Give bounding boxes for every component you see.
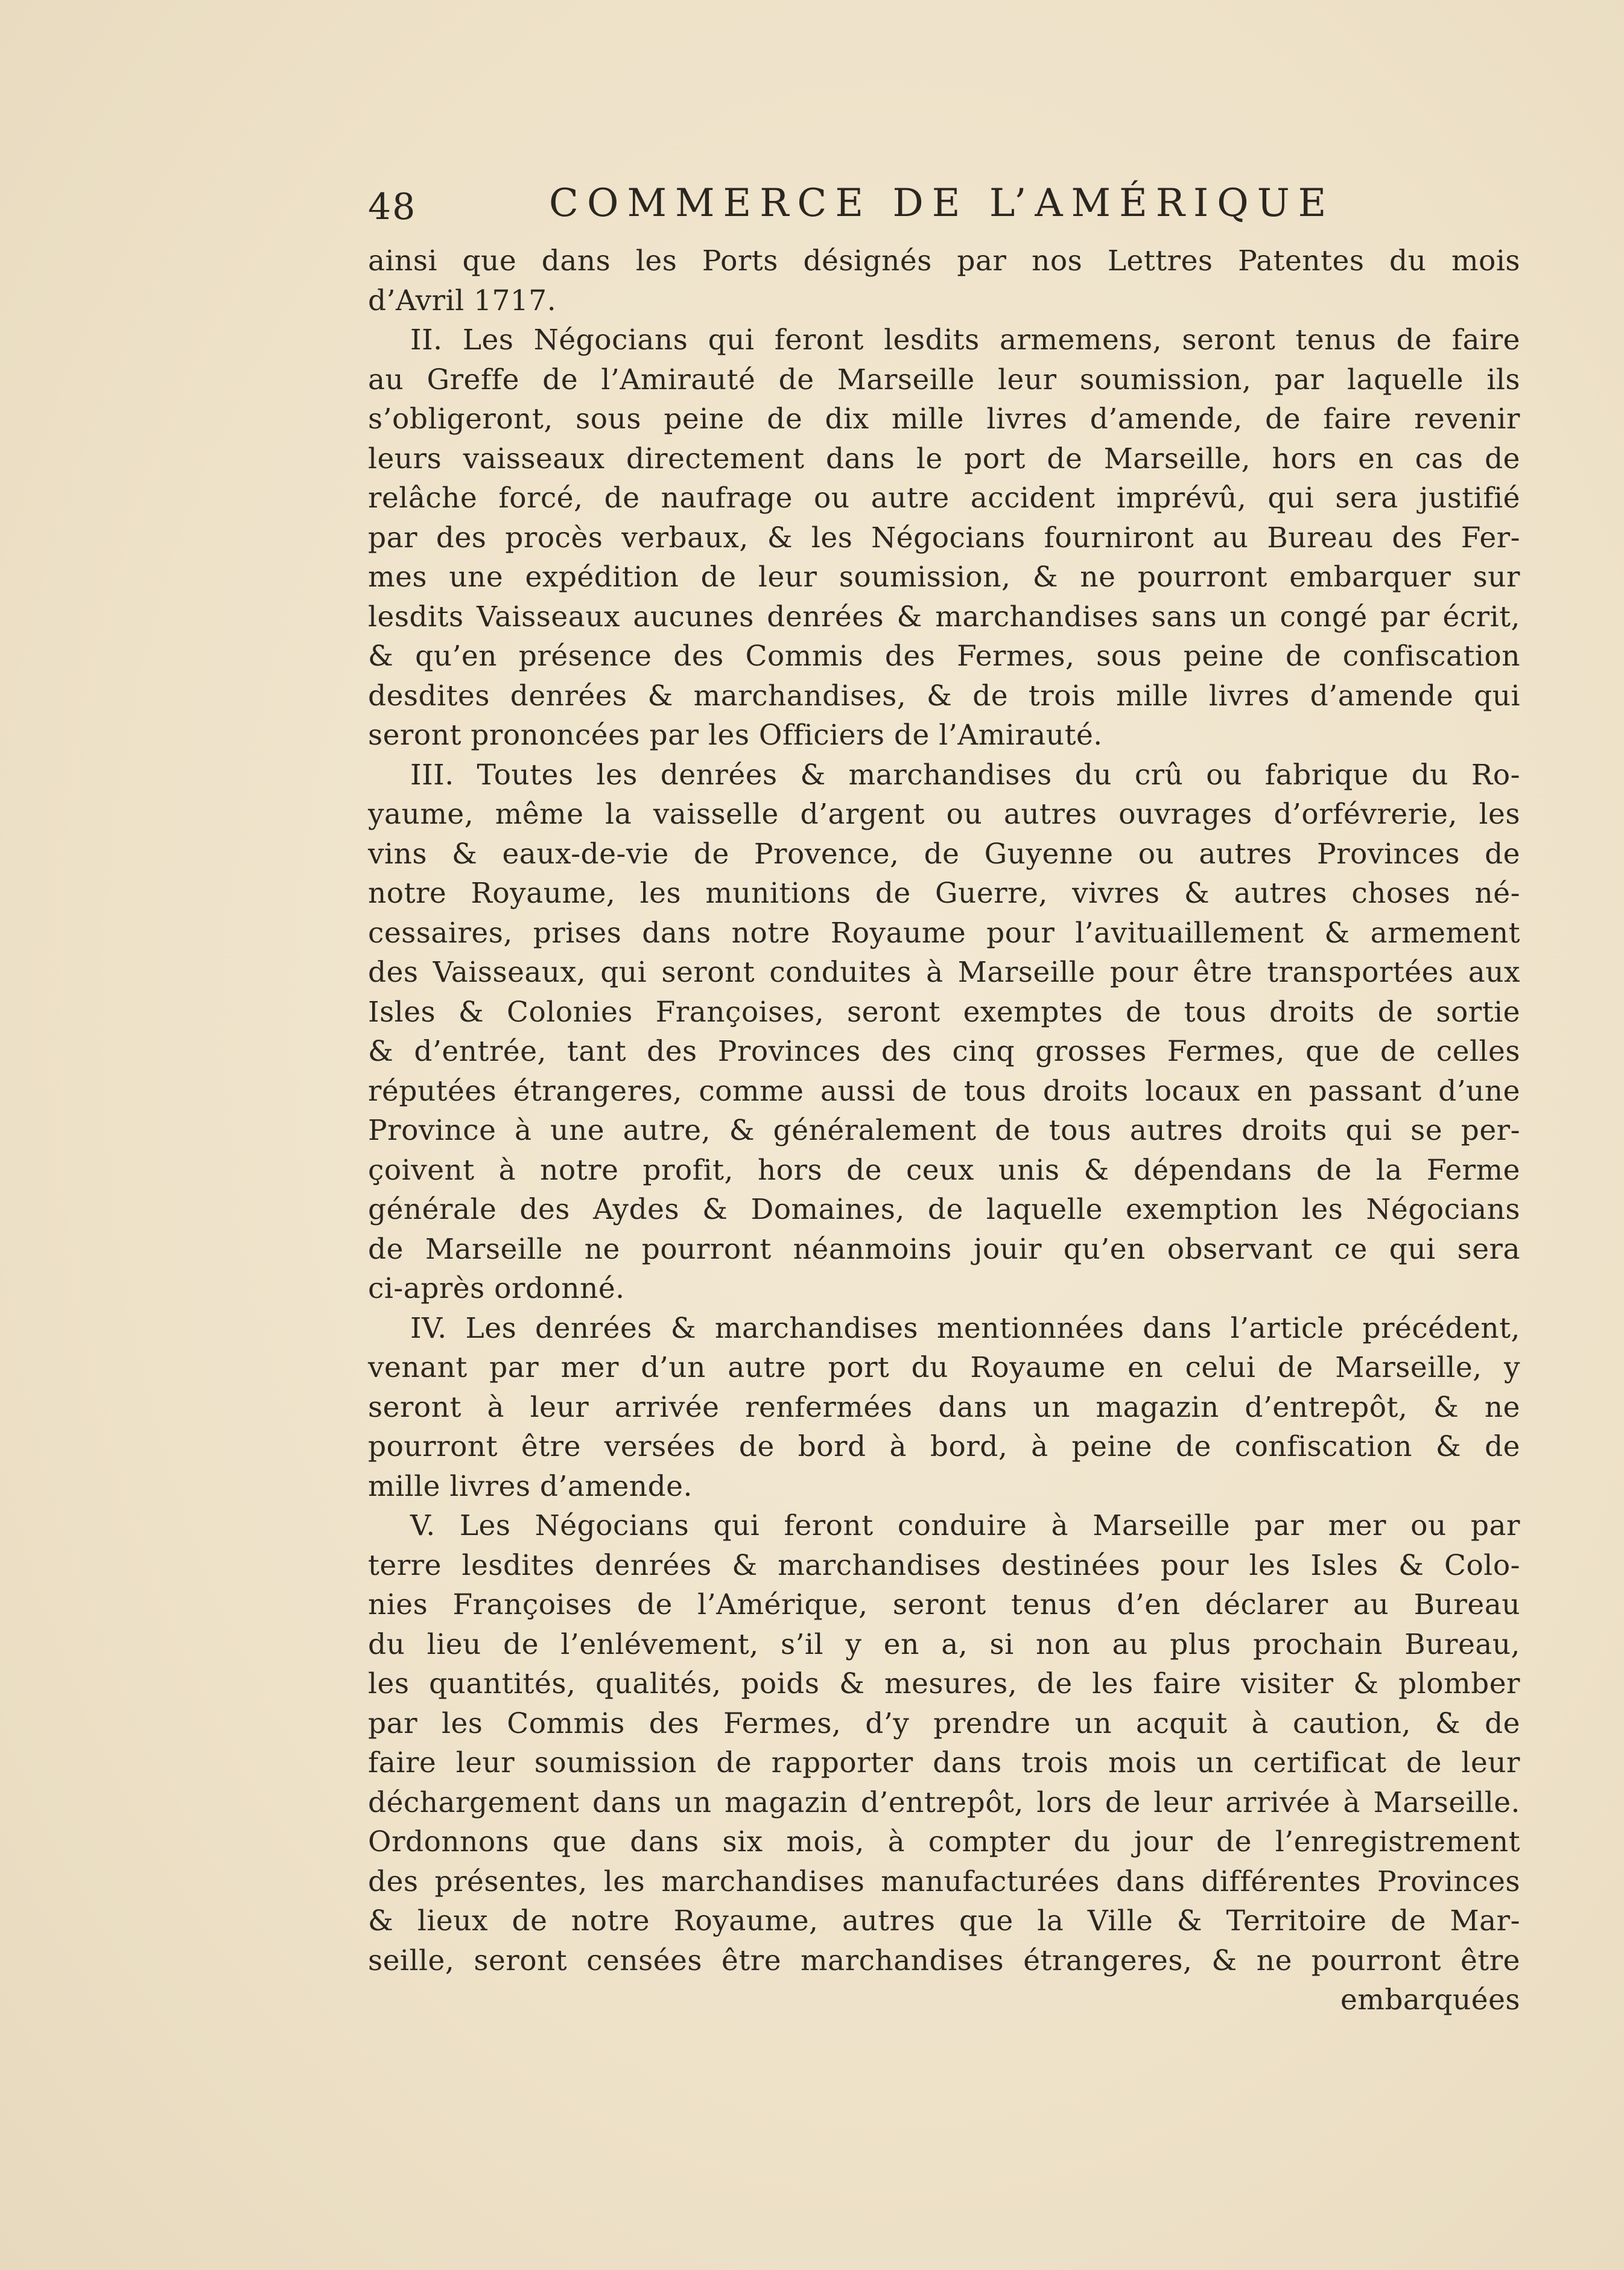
text-line: déchargement dans un magazin d’entrepôt, lors de leur arrivée à Marseille. <box>368 1785 1520 1819</box>
text-line: mes une expédition de leur soumission, & ne pourront embarquer sur <box>368 561 1520 594</box>
text-line: & d’entrée, tant des Provinces des cinq grosses Fermes, que de celles <box>368 1035 1520 1068</box>
text-line: seront à leur arrivée renfermées dans un magazin d’entrepôt, & ne <box>368 1390 1520 1424</box>
text-line: réputées étrangeres, comme aussi de tous droits locaux en passant d’une <box>368 1074 1520 1108</box>
text-line: terre lesdites denrées & marchandises destinées pour les Isles & Colo- <box>368 1548 1520 1582</box>
text-line: relâche forcé, de naufrage ou autre accident imprévû, qui sera justifié <box>368 482 1520 515</box>
text-line: lesdits Vaisseaux aucunes denrées & marchandises sans un congé par écrit, <box>368 600 1520 634</box>
text-line: par des procès verbaux, & les Négocians fourniront au Bureau des Fer- <box>368 521 1520 555</box>
text-line: notre Royaume, les munitions de Guerre, vivres & autres choses né- <box>368 877 1520 910</box>
text-line: nies Françoises de l’Amérique, seront tenus d’en déclarer au Bureau <box>368 1588 1520 1621</box>
page-header <box>368 181 1357 235</box>
text-line: des Vaisseaux, qui seront conduites à Marseille pour être transportées aux <box>368 956 1520 989</box>
text-line: au Greffe de l’Amirauté de Marseille leur soumission, par laquelle ils <box>368 363 1520 396</box>
text-line: s’obligeront, sous peine de dix mille livres d’amende, de faire revenir <box>368 402 1520 436</box>
text-line: cessaires, prises dans notre Royaume pour l’avituaillement & armement <box>368 916 1520 950</box>
text-line: çoivent à notre profit, hors de ceux unis & dépendans de la Ferme <box>368 1153 1520 1187</box>
text-line: yaume, même la vaisselle d’argent ou autres ouvrages d’orfévrerie, les <box>368 798 1520 831</box>
text-line: leurs vaisseaux directement dans le port de Marseille, hors en cas de <box>368 442 1520 475</box>
text-line: venant par mer d’un autre port du Royaume en celui de Marseille, y <box>368 1351 1520 1384</box>
text-line: par les Commis des Fermes, d’y prendre un acquit à caution, & de <box>368 1706 1520 1740</box>
article-2-start: II. Les Négocians qui feront lesdits armemens, seront tenus de faire <box>410 323 1520 357</box>
text-line: pourront être versées de bord à bord, à peine de confiscation & de <box>368 1430 1520 1463</box>
text-line: vins & eaux-de-vie de Provence, de Guyenne ou autres Provinces de <box>368 837 1520 871</box>
page-number: 48 <box>368 186 417 228</box>
body-text <box>368 241 1520 2020</box>
text-line: du lieu de l’enlévement, s’il y en a, si non au plus prochain Bureau, <box>368 1627 1520 1661</box>
text-line: ainsi que dans les Ports désignés par nos Lettres Patentes du mois <box>368 244 1520 278</box>
text-line: générale des Aydes & Domaines, de laquelle exemption les Négocians <box>368 1193 1520 1226</box>
text-line: Ordonnons que dans six mois, à compter du jour de l’enregistrement <box>368 1825 1520 1858</box>
article-4-start: IV. Les denrées & marchandises mentionnées dans l’article précédent, <box>410 1311 1520 1345</box>
text-line: faire leur soumission de rapporter dans trois mois un certificat de leur <box>368 1746 1520 1779</box>
text-line: Province à une autre, & généralement de tous autres droits qui se per- <box>368 1114 1520 1147</box>
text-line: les quantités, qualités, poids & mesures, de les faire visiter & plomber <box>368 1667 1520 1700</box>
catchword: embarquées <box>1340 1983 1520 2017</box>
article-3-start: III. Toutes les denrées & marchandises du crû ou fabrique du Ro- <box>410 758 1520 792</box>
text-line: seront prononcées par les Officiers de l’Amirauté. <box>368 719 1103 752</box>
text-line: ci-après ordonné. <box>368 1272 625 1305</box>
text-line: d’Avril 1717. <box>368 284 557 317</box>
article-5-start: V. Les Négocians qui feront conduire à Marseille par mer ou par <box>410 1509 1520 1542</box>
text-line: des présentes, les marchandises manufacturées dans différentes Provinces <box>368 1865 1520 1898</box>
text-line: seille, seront censées être marchandises étrangeres, & ne pourront être <box>368 1944 1520 1977</box>
text-line: & qu’en présence des Commis des Fermes, sous peine de confiscation <box>368 640 1520 673</box>
text-line: mille livres d’amende. <box>368 1469 693 1503</box>
running-head: COMMERCE DE L’AMÉRIQUE <box>549 181 1335 226</box>
text-line: de Marseille ne pourront néanmoins jouir qu’en observant ce qui sera <box>368 1232 1520 1266</box>
text-line: Isles & Colonies Françoises, seront exemptes de tous droits de sortie <box>368 995 1520 1029</box>
text-line: desdites denrées & marchandises, & de trois mille livres d’amende qui <box>368 679 1520 713</box>
text-line: & lieux de notre Royaume, autres que la Ville & Territoire de Mar- <box>368 1904 1520 1938</box>
